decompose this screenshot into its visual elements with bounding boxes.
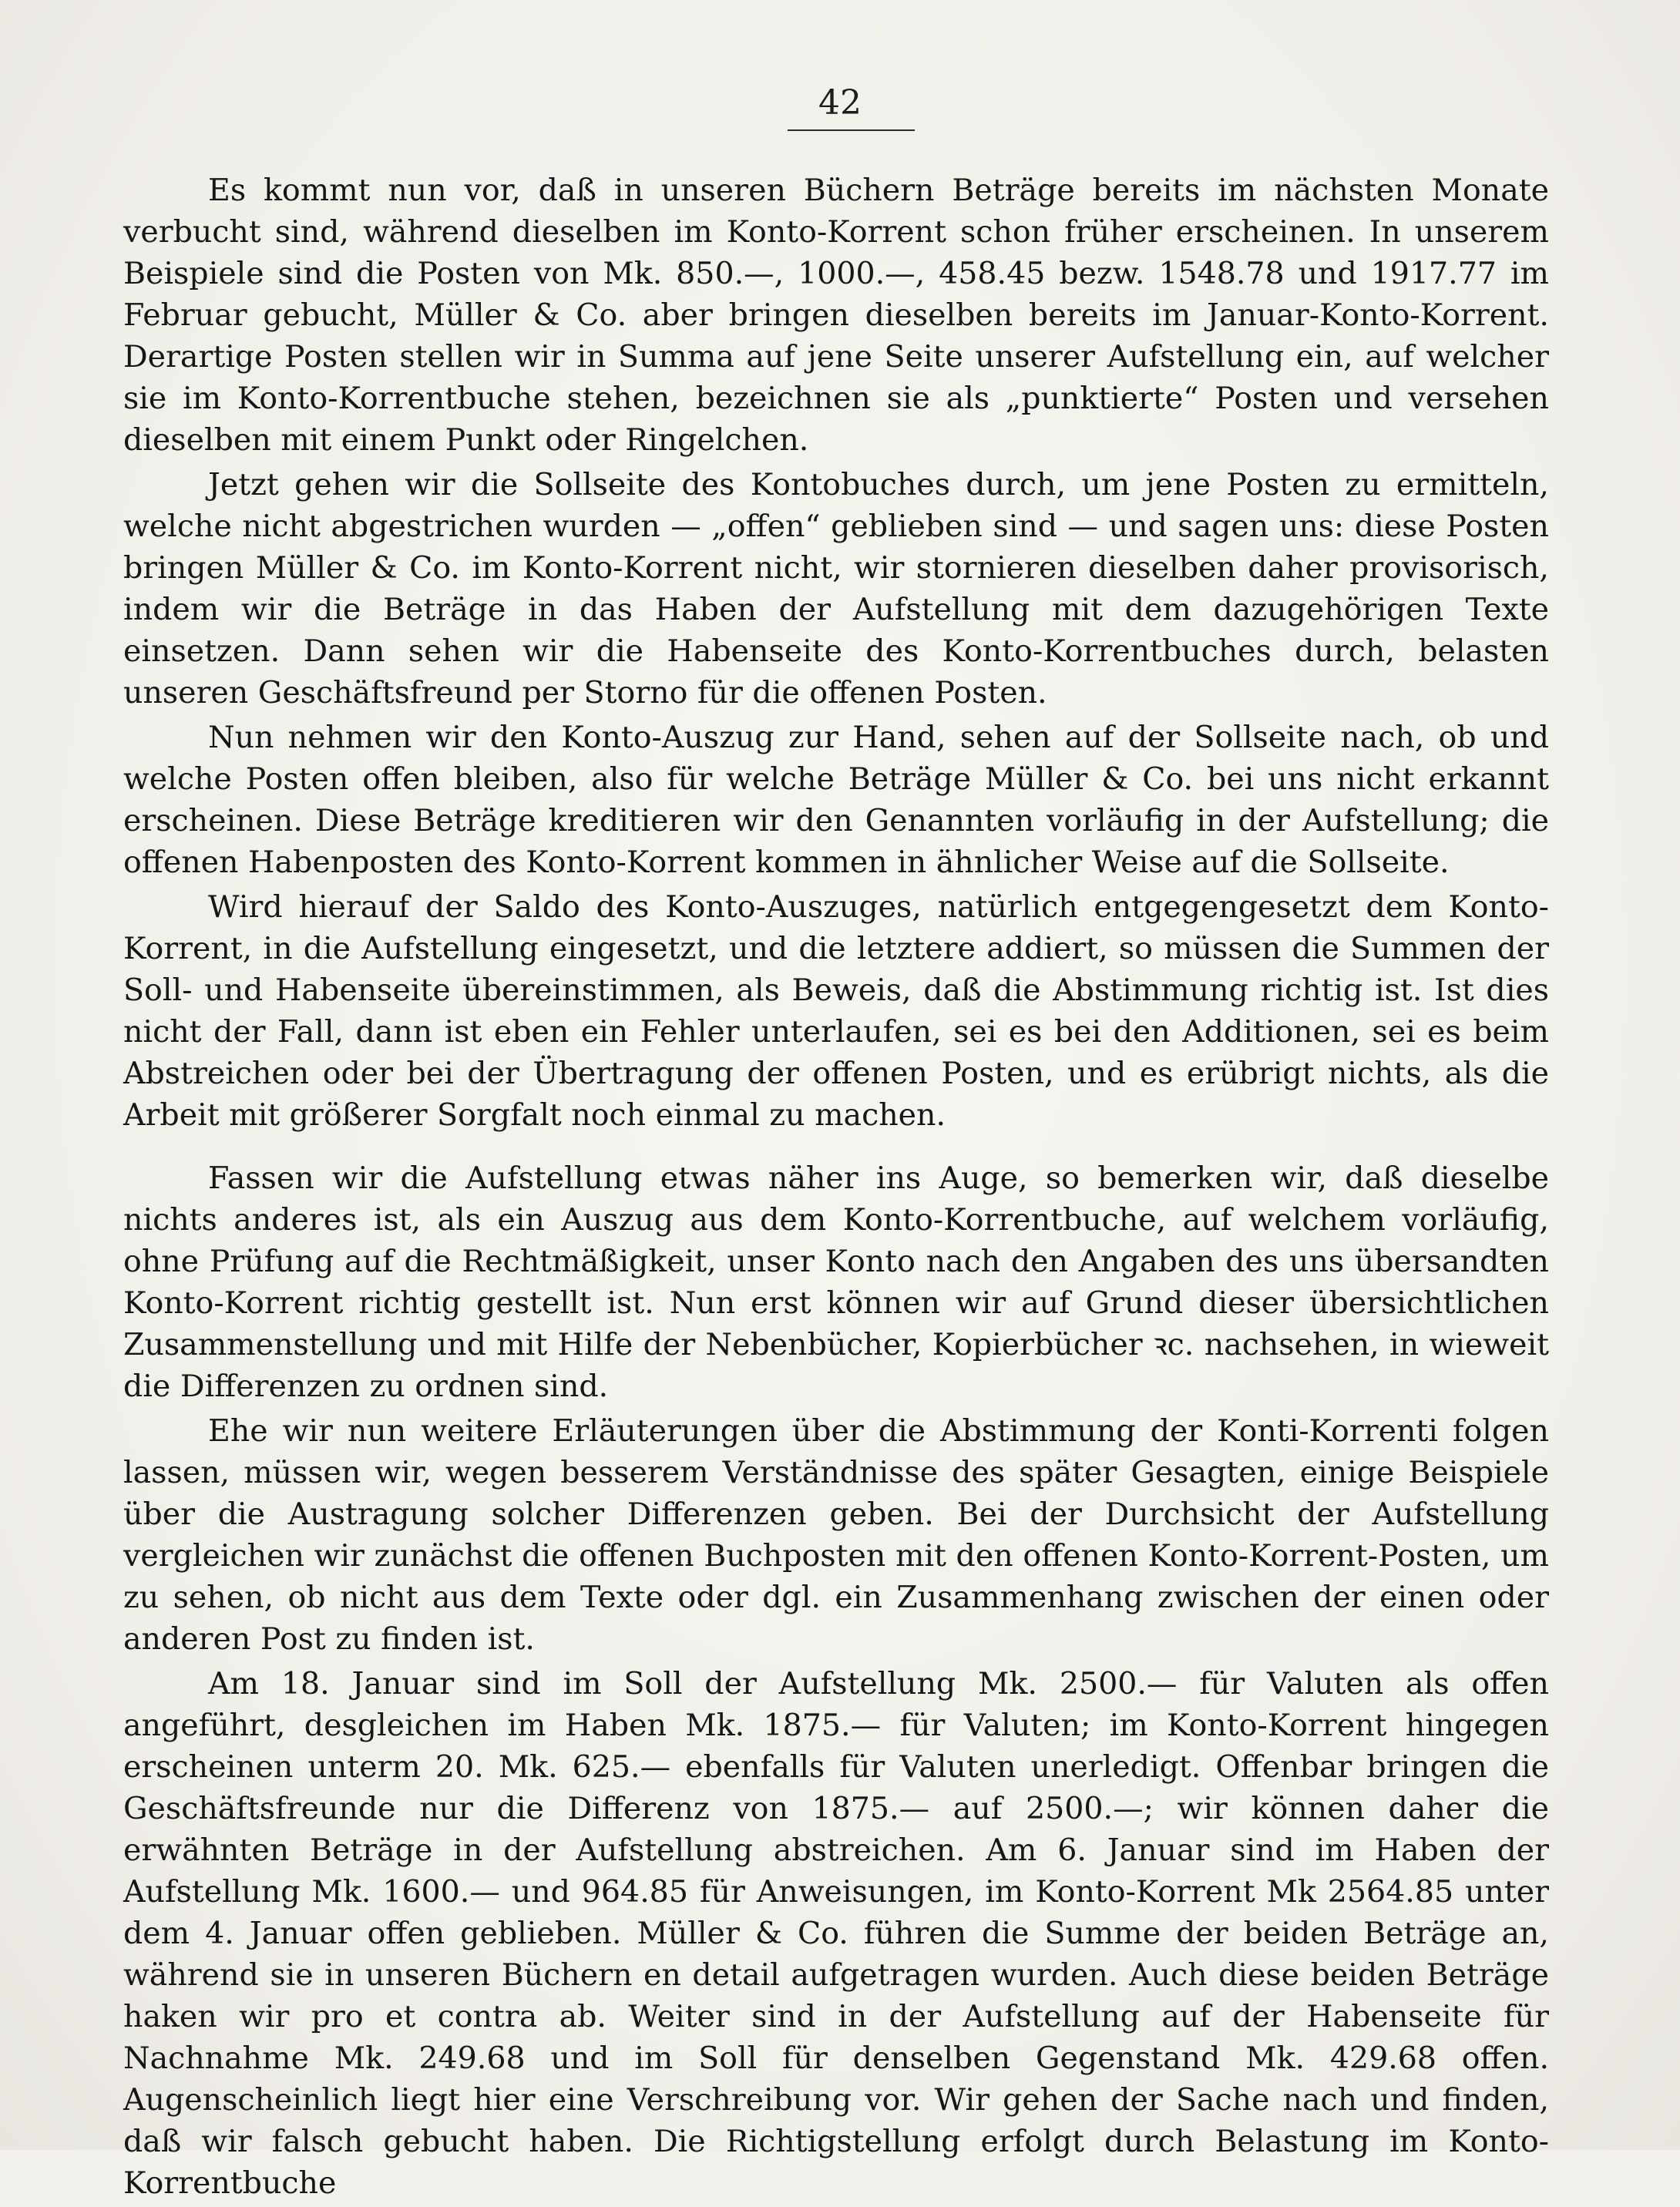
paragraph: Fassen wir die Aufstellung etwas näher ins Auge, so bemerken wir, daß dieselbe nichts anderes ist, als ein Auszug aus dem Konto-Korrentbuche, auf welchem vorläufig, ohne Prüfung auf die Rechtmäßigkeit, unser Konto nach den Angaben des uns übersandten Konto-Korrent richtig gestellt ist. Nun erst können wir auf Grund dieser übersichtlichen Zusammenstellung und mit Hilfe der Nebenbücher, Kopierbücher ꝛc. nachsehen, in wieweit die Differenzen zu ordnen sind. <box>123 1161 1549 1404</box>
paragraph: Es kommt nun vor, daß in unseren Büchern Beträge bereits im nächsten Monate verbucht sind, während dieselben im Konto-Korrent schon früher erscheinen. In unserem Beispiele sind die Posten von Mk. 850.—, 1000.—, 458.45 bezw. 1548.78 und 1917.77 im Februar gebucht, Müller & Co. aber bringen dieselben bereits im Januar-Konto-Korrent. Derartige Posten stellen wir in Summa auf jene Seite unserer Aufstellung ein, auf welcher sie im Konto-Korrentbuche stehen, bezeichnen sie als „punktierte“ Posten und versehen dieselben mit einem Punkt oder Ringelchen. <box>123 173 1549 458</box>
paragraph: Ehe wir nun weitere Erläuterungen über die Abstimmung der Konti-Korrenti folgen lassen, müssen wir, wegen besserem Verständnisse des später Gesagten, einige Beispiele über die Austragung solcher Differenzen geben. Bei der Durchsicht der Aufstellung vergleichen wir zunächst die offenen Buchposten mit den offenen Konto-Korrent-Posten, um zu sehen, ob nicht aus dem Texte oder dgl. ein Zusammenhang zwischen der einen oder anderen Post zu finden ist. <box>123 1413 1549 1657</box>
page-number: 42 <box>818 83 862 123</box>
paragraph: Jetzt gehen wir die Sollseite des Kontobuches durch, um jene Posten zu ermitteln, welche nicht abgestrichen wurden — „offen“ geblieben sind — und sagen uns: diese Posten bringen Müller & Co. im Konto-Korrent nicht, wir stornieren dieselben daher provisorisch, indem wir die Beträge in das Haben der Aufstellung mit dem dazugehörigen Texte einsetzen. Dann sehen wir die Habenseite des Konto-Korrentbuches durch, belasten unseren Geschäftsfreund per Storno für die offenen Posten. <box>123 467 1549 710</box>
page-number-rule <box>788 129 915 131</box>
paragraph: Nun nehmen wir den Konto-Auszug zur Hand, sehen auf der Sollseite nach, ob und welche Posten offen bleiben, also für welche Beträge Müller & Co. bei uns nicht erkannt erscheinen. Diese Beträge kreditieren wir den Genannten vorläufig in der Aufstellung; die offenen Habenposten des Konto-Korrent kommen in ähnlicher Weise auf die Sollseite. <box>123 720 1549 880</box>
body-text <box>123 170 1549 2207</box>
paragraph: Wird hierauf der Saldo des Konto-Auszuges, natürlich entgegengesetzt dem Konto-Korrent, in die Aufstellung eingesetzt, und die letztere addiert, so müssen die Summen der Soll- und Habenseite übereinstimmen, als Beweis, daß die Abstimmung richtig ist. Ist dies nicht der Fall, dann ist eben ein Fehler unterlaufen, sei es bei den Additionen, sei es beim Abstreichen oder bei der Übertragung der offenen Posten, und es erübrigt nichts, als die Arbeit mit größerer Sorgfalt noch einmal zu machen. <box>123 889 1549 1133</box>
paragraph: Am 18. Januar sind im Soll der Aufstellung Mk. 2500.— für Valuten als offen angeführt, desgleichen im Haben Mk. 1875.— für Valuten; im Konto-Korrent hingegen erscheinen unterm 20. Mk. 625.— ebenfalls für Valuten unerledigt. Offenbar bringen die Geschäftsfreunde nur die Differenz von 1875.— auf 2500.—; wir können daher die erwähnten Beträge in der Aufstellung abstreichen. Am 6. Januar sind im Haben der Aufstellung Mk. 1600.— und 964.85 für Anweisungen, im Konto-Korrent Mk 2564.85 unter dem 4. Januar offen geblieben. Müller & Co. führen die Summe der beiden Beträge an, während sie in unseren Büchern en detail aufgetragen wurden. Auch diese beiden Beträge haken wir pro et contra ab. Weiter sind in der Aufstellung auf der Habenseite für Nachnahme Mk. 249.68 und im Soll für denselben Gegenstand Mk. 429.68 offen. Augenscheinlich liegt hier eine Verschreibung vor. Wir gehen der Sache nach und finden, daß wir falsch gebucht haben. Die Richtigstellung erfolgt durch Belastung im Konto-Korrentbuche <box>123 1666 1549 2201</box>
